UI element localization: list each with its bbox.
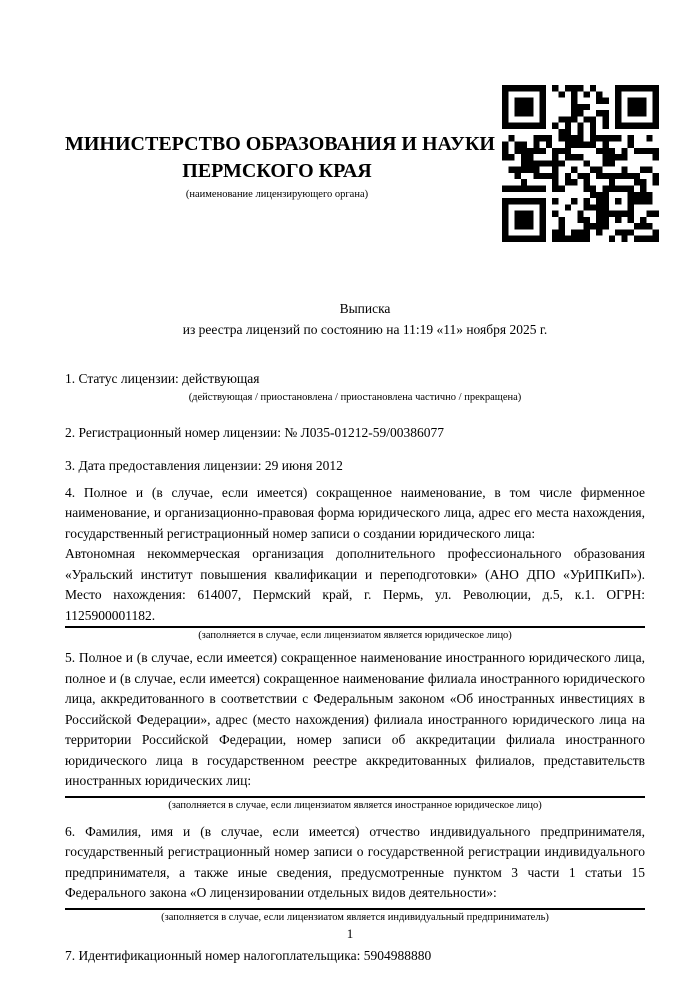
document-title-block bbox=[75, 299, 655, 340]
items-list bbox=[65, 369, 645, 966]
document-title: Выписка bbox=[339, 301, 391, 316]
item-legal-entity-value: Автономная некоммерческая организация дополнительного профессионального образования «Уральский институт повышения квалификации и переподготовки» (АНО ДПО «УрИПКиП»). Место нахождения: 614007, Пермский край, г. Пермь, ул. Революции, д.5, к.1. ОГРН: 1125900001182. bbox=[65, 546, 645, 623]
item-taxpayer-number: 7. Идентификационный номер налогоплательщика: 5904988880 bbox=[65, 947, 432, 963]
document-title-date-line: из реестра лицензий по состоянию на 11:19 «11» ноября 2025 г. bbox=[182, 321, 548, 337]
ministry-name-caption: (наименование лицензирующего органа) bbox=[185, 189, 369, 200]
fill-in-rule-entrepreneur bbox=[65, 908, 645, 910]
qr-code bbox=[502, 85, 659, 242]
item-license-status: 1. Статус лицензии: действующая bbox=[65, 371, 260, 386]
item-foreign-entity-caption: (заполняется в случае, если лицензиатом является иностранное юридическое лицо) bbox=[168, 799, 542, 811]
item-foreign-entity-heading: 5. Полное и (в случае, если имеется) сокращенное наименование иностранного юридического лица, полное и (в случае, если имеется) сокращенное наименование филиала иностранного юридического лица, аккредитованного в соответствии с Федеральным законом «Об иностранных инвестициях в Российской Федерации», адрес (место нахождения) филиала иностранного юридического лица на территории Российской Федерации, номер записи об аккредитации филиала иностранного юридического лица в государственном реестре аккредитованных филиалов, представительств иностранных юридических лиц: bbox=[65, 650, 645, 788]
item-legal-entity-caption: (заполняется в случае, если лицензиатом является юридическое лицо) bbox=[198, 630, 512, 641]
page-number: 1 bbox=[346, 926, 354, 941]
item-legal-entity-heading: 4. Полное и (в случае, если имеется) сокращенное наименование, в том числе фирменное наименование, и организационно-правовая форма юридического лица, адрес его места нахождения, государственный регистрационный номер записи о создании юридического лица: bbox=[65, 484, 645, 541]
item-entrepreneur-caption: (заполняется в случае, если лицензиатом является индивидуальный предприниматель) bbox=[161, 911, 549, 923]
ministry-name-line1: МИНИСТЕРСТВО ОБРАЗОВАНИЯ И НАУКИ bbox=[65, 133, 495, 155]
item-registration-number: 2. Регистрационный номер лицензии: № Л035-01212-59/00386077 bbox=[65, 424, 445, 440]
fill-in-rule-foreign-entity bbox=[65, 796, 645, 798]
ministry-name-line2: ПЕРМСКОГО КРАЯ bbox=[182, 160, 372, 182]
item-entrepreneur-heading: 6. Фамилия, имя и (в случае, если имеется) отчество индивидуального предпринимателя, государственный регистрационный номер записи о государственной регистрации индивидуального предпринимателя, а также иные сведения, предусмотренные пунктом 3 части 1 статьи 15 Федерального закона «О лицензировании отдельных видов деятельности»: bbox=[65, 823, 645, 900]
ministry-name bbox=[65, 131, 495, 185]
item-grant-date: 3. Дата предоставления лицензии: 29 июня 2012 bbox=[65, 458, 343, 473]
fill-in-rule-legal-entity bbox=[65, 626, 645, 628]
item-license-status-caption: (действующая / приостановлена / приостановлена частично / прекращена) bbox=[188, 391, 522, 403]
ministry-header bbox=[65, 131, 495, 201]
